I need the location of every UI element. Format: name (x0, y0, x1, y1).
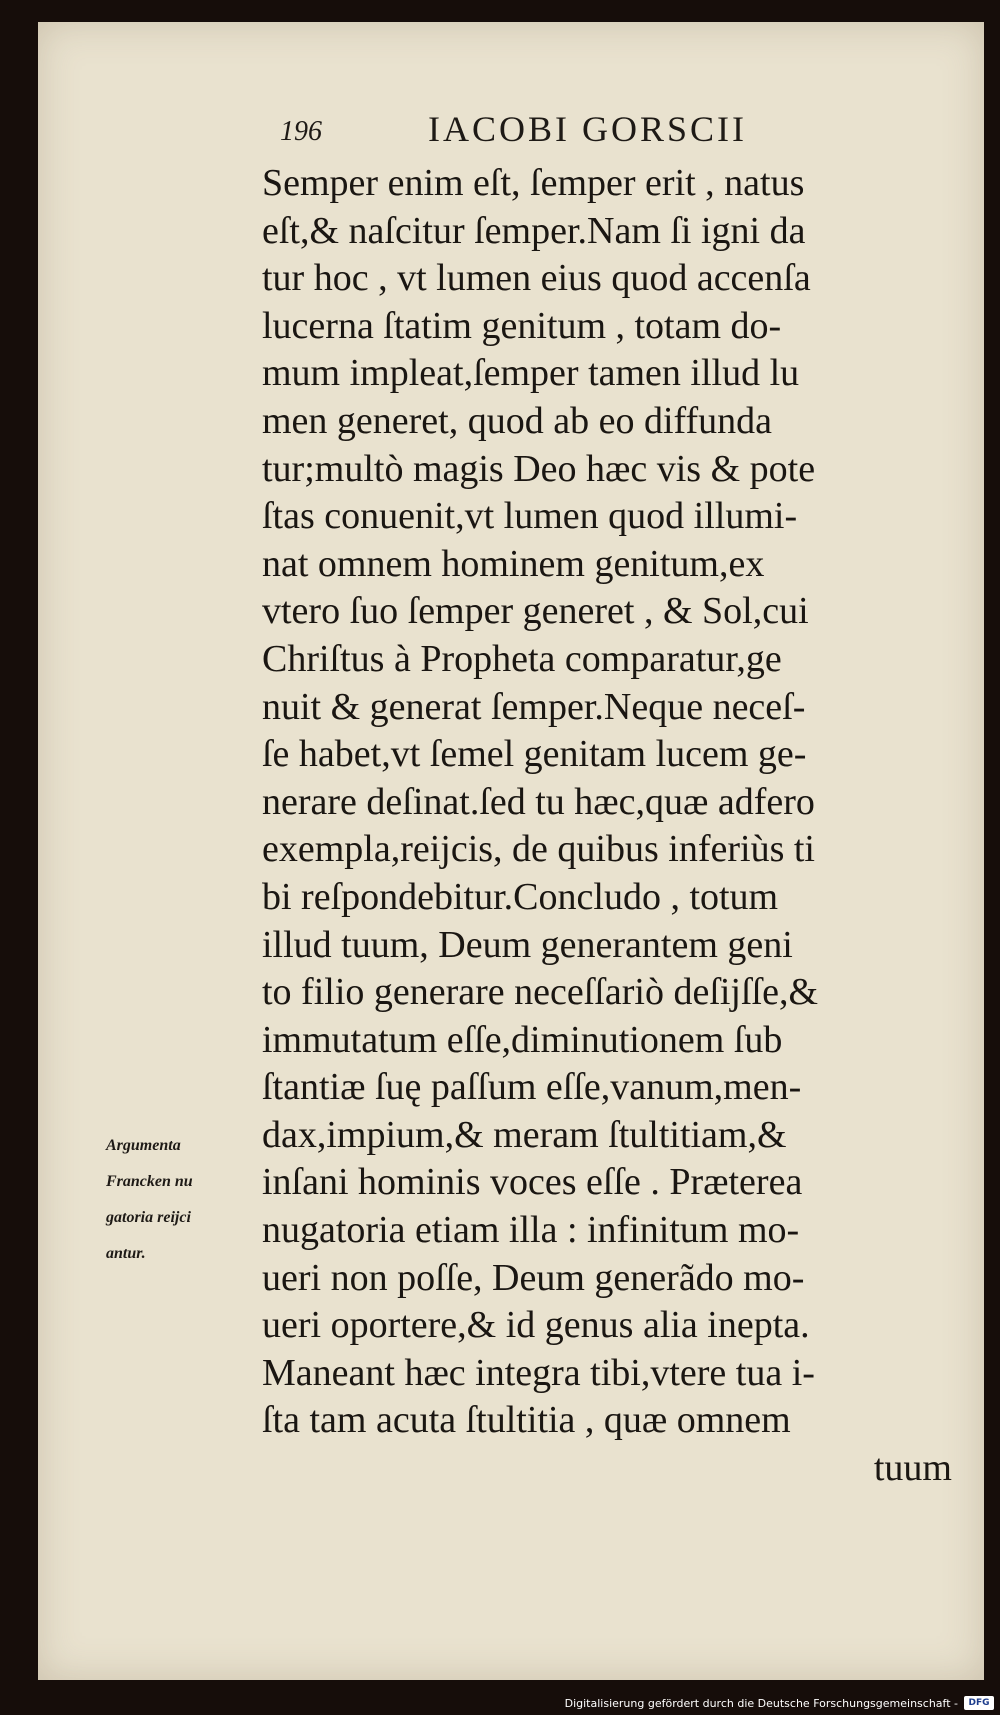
text-line: ſta tam acuta ſtultitia , quæ omnem (262, 1399, 791, 1442)
digitization-credit (565, 1693, 994, 1713)
margin-note-line: antur. (106, 1245, 146, 1262)
catchword: tuum (873, 1447, 952, 1490)
text-line: nerare deſinat.ſed tu hæc,quæ adfero (262, 780, 815, 823)
text-line: Maneant hæc integra tibi,vtere tua i- (262, 1351, 815, 1394)
text-line: men generet, quod ab eo diffunda (262, 399, 773, 442)
dfg-logo: DFG (964, 1696, 994, 1710)
text-line: lucerna ſtatim genitum , totam do- (262, 304, 782, 347)
text-line: exempla,reijcis, de quibus inferiùs ti (262, 828, 815, 871)
page-header (280, 108, 880, 148)
running-head: IACOBI GORSCII (428, 109, 748, 149)
text-line: ueri non poſſe, Deum generãdo mo- (262, 1256, 805, 1299)
body-text (262, 160, 952, 1493)
text-line: immutatum eſſe,diminutionem ſub (262, 1018, 783, 1061)
text-line: nuit & generat ſemper.Neque neceſ- (262, 685, 806, 728)
text-line: to filio generare neceſſariò deſijſſe,& (262, 971, 819, 1014)
text-line: nat omnem hominem genitum,ex (262, 542, 765, 585)
text-line: inſani hominis voces eſſe . Præterea (262, 1161, 803, 1204)
text-line: ſtas conuenit,vt lumen quod illumi- (262, 495, 798, 538)
text-line: tur hoc , vt lumen eius quod accenſa (262, 257, 811, 300)
text-line: illud tuum, Deum generantem geni (262, 923, 793, 966)
text-line: tur;multò magis Deo hæc vis & pote (262, 447, 816, 490)
text-line: Chriſtus à Propheta comparatur,ge (262, 637, 782, 680)
page-number: 196 (280, 116, 322, 147)
text-line: mum impleat,ſemper tamen illud lu (262, 352, 800, 395)
text-line: eſt,& naſcitur ſemper.Nam ſi igni da (262, 209, 806, 252)
text-line: bi reſpondebitur.Concludo , totum (262, 875, 779, 918)
text-line: ſtantiæ ſuę paſſum eſſe,vanum,men- (262, 1066, 802, 1109)
text-line: ſe habet,vt ſemel genitam lucem ge- (262, 733, 807, 776)
margin-note-line: gatoria reijci (106, 1209, 191, 1226)
margin-note (106, 1128, 266, 1272)
text-line: dax,impium,& meram ſtultitiam,& (262, 1113, 787, 1156)
margin-note-line: Argumenta (106, 1137, 181, 1154)
text-line: Semper enim eſt, ſemper erit , natus (262, 162, 805, 204)
margin-note-line: Francken nu (106, 1173, 193, 1190)
text-line: ueri oportere,& id genus alia inepta. (262, 1304, 810, 1347)
text-line: vtero ſuo ſemper generet , & Sol,cui (262, 590, 809, 633)
text-line: nugatoria etiam illa : infinitum mo- (262, 1209, 800, 1252)
credit-text: Digitalisierung gefördert durch die Deutsche Forschungsgemeinschaft - (564, 1696, 958, 1710)
